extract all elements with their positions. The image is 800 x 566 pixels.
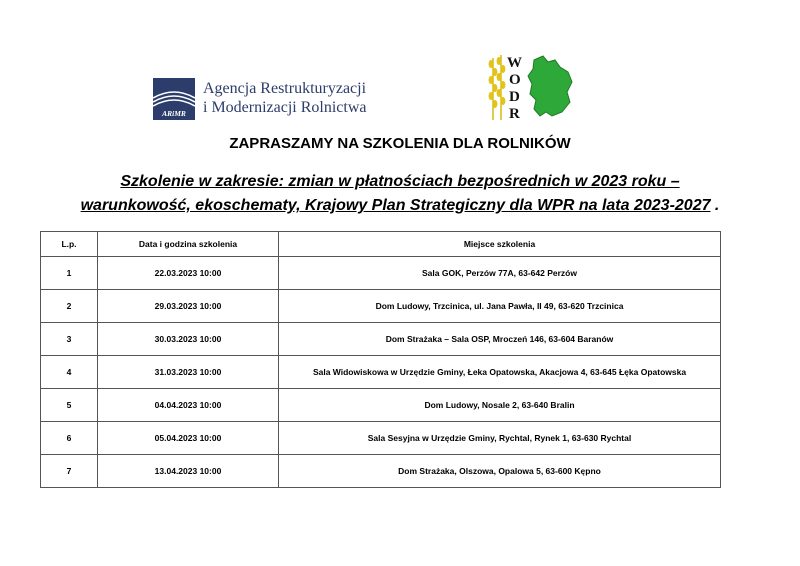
cell-date: 13.04.2023 10:00	[98, 455, 279, 488]
cell-place: Dom Ludowy, Trzcinica, ul. Jana Pawła, II 49, 63-620 Trzcinica	[279, 290, 721, 323]
table-row	[41, 455, 721, 488]
subtitle-suffix: .	[710, 197, 720, 214]
cell-date: 31.03.2023 10:00	[98, 356, 279, 389]
training-schedule-table	[40, 231, 721, 488]
header-place: Miejsce szkolenia	[279, 232, 721, 257]
cell-date: 05.04.2023 10:00	[98, 422, 279, 455]
training-subtitle	[30, 170, 770, 218]
subtitle-line-2-wrap	[30, 194, 770, 218]
page-title: ZAPRASZAMY NA SZKOLENIA DLA ROLNIKÓW	[229, 135, 571, 152]
cell-place: Dom Strażaka – Sala OSP, Mroczeń 146, 63-604 Baranów	[279, 323, 721, 356]
table-header-row	[41, 232, 721, 257]
arimr-name-line1: Agencja Restrukturyzacji	[203, 80, 367, 97]
wodr-letters	[507, 55, 522, 122]
cell-place: Sala Widowiskowa w Urzędzie Gminy, Łeka Opatowska, Akacjowa 4, 63-645 Łęka Opatowska	[279, 356, 721, 389]
cell-date: 30.03.2023 10:00	[98, 323, 279, 356]
cell-date: 04.04.2023 10:00	[98, 389, 279, 422]
cell-lp: 6	[41, 422, 98, 455]
cell-date: 22.03.2023 10:00	[98, 257, 279, 290]
table-row	[41, 389, 721, 422]
cell-lp: 1	[41, 257, 98, 290]
wielkopolska-map-icon	[528, 56, 572, 116]
wodr-letter-r: R	[509, 106, 520, 122]
header-date: Data i godzina szkolenia	[98, 232, 279, 257]
table-row	[41, 290, 721, 323]
arimr-emblem-icon	[153, 78, 195, 120]
subtitle-line-2: warunkowość, ekoschematy, Krajowy Plan Strategiczny dla WPR na lata 2023-2027	[80, 197, 711, 214]
cell-lp: 3	[41, 323, 98, 356]
table-row	[41, 422, 721, 455]
wodr-logo	[488, 52, 576, 122]
table-row	[41, 257, 721, 290]
cell-lp: 7	[41, 455, 98, 488]
cell-lp: 4	[41, 356, 98, 389]
cell-place: Dom Strażaka, Olszowa, Opalowa 5, 63-600 Kępno	[279, 455, 721, 488]
logo-header	[0, 50, 800, 125]
subtitle-line-1: Szkolenie w zakresie: zmian w płatnościach bezpośrednich w 2023 roku –	[120, 173, 680, 190]
table-row	[41, 356, 721, 389]
cell-place: Dom Ludowy, Nosale 2, 63-640 Bralin	[279, 389, 721, 422]
cell-place: Sala GOK, Perzów 77A, 63-642 Perzów	[279, 257, 721, 290]
wodr-letter-w: W	[507, 55, 522, 71]
arimr-logo	[153, 78, 367, 122]
cell-lp: 2	[41, 290, 98, 323]
wodr-letter-o: O	[509, 72, 521, 88]
cell-date: 29.03.2023 10:00	[98, 290, 279, 323]
cell-place: Sala Sesyjna w Urzędzie Gminy, Rychtal, Rynek 1, 63-630 Rychtal	[279, 422, 721, 455]
cell-lp: 5	[41, 389, 98, 422]
header-lp: L.p.	[41, 232, 98, 257]
table-row	[41, 323, 721, 356]
arimr-emblem-label: ARiMR	[162, 109, 186, 118]
arimr-name-line2: i Modernizacji Rolnictwa	[203, 99, 367, 116]
wodr-letter-d: D	[509, 89, 520, 105]
arimr-name	[203, 79, 367, 117]
wheat-ears-icon	[489, 55, 506, 120]
